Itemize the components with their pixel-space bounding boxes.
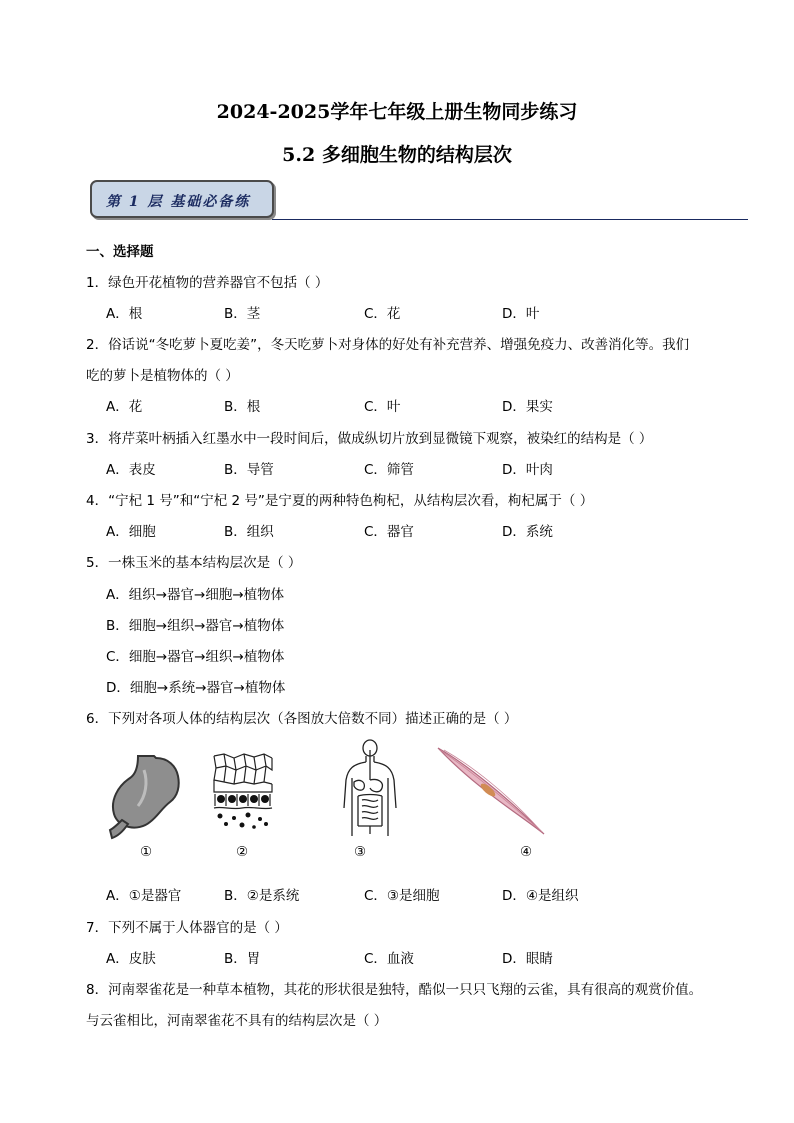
option-d: D．④是组织	[502, 888, 579, 904]
option-b: B．胃	[224, 951, 261, 967]
question-8: 8．河南翠雀花是一种草本植物，其花的形状很是独特，酷似一只只飞翔的云雀，具有很高的观赏价值。	[86, 982, 703, 998]
option-a: A．表皮	[106, 462, 156, 478]
question-7-options	[0, 947, 794, 967]
question-3-options	[0, 458, 794, 478]
question-1-options	[0, 302, 794, 322]
option-b: B．茎	[224, 306, 261, 322]
option-b: B．②是系统	[224, 888, 300, 904]
option-d: D．果实	[502, 399, 553, 415]
banner-divider	[272, 219, 748, 220]
option-d: D．细胞→系统→器官→植物体	[106, 680, 286, 696]
option-b: B．导管	[224, 462, 274, 478]
option-c: C．花	[364, 306, 401, 322]
option-a: A．花	[106, 399, 143, 415]
option-c: C．器官	[364, 524, 414, 540]
option-b: B．根	[224, 399, 261, 415]
tissue-figure	[212, 752, 274, 830]
figure-label-1: ①	[140, 844, 153, 860]
digestive-system-figure	[334, 738, 406, 838]
figure-label-4: ④	[520, 844, 533, 860]
question-8-cont: 与云雀相比，河南翠雀花不具有的结构层次是（ ）	[86, 1013, 388, 1029]
question-2-cont: 吃的萝卜是植物体的（ ）	[86, 368, 239, 384]
option-d: D．叶	[502, 306, 540, 322]
question-4: 4．“宁杞 1 号”和“宁杞 2 号”是宁夏的两种特色枸杞，从结构层次看，枸杞属于（ ）	[86, 493, 594, 509]
question-2: 2．俗话说“冬吃萝卜夏吃姜”，冬天吃萝卜对身体的好处有补充营养、增强免疫力、改善消化等。我们	[86, 337, 690, 353]
option-a: A．根	[106, 306, 143, 322]
option-a: A．①是器官	[106, 888, 182, 904]
option-c: C．③是细胞	[364, 888, 440, 904]
option-a: A．细胞	[106, 524, 156, 540]
option-c: C．血液	[364, 951, 414, 967]
document-subtitle: 5.2 多细胞生物的结构层次	[282, 144, 512, 166]
figure-label-2: ②	[236, 844, 249, 860]
level-banner-label: 第 1 层 基础必备练	[106, 194, 251, 210]
option-c: C．叶	[364, 399, 401, 415]
section-heading: 一、选择题	[86, 244, 154, 260]
option-d: D．系统	[502, 524, 553, 540]
question-3: 3．将芹菜叶柄插入红墨水中一段时间后，做成纵切片放到显微镜下观察，被染红的结构是（ ）	[86, 431, 653, 447]
question-2-options	[0, 395, 794, 415]
question-6-options	[0, 884, 794, 904]
question-4-options	[0, 520, 794, 540]
question-5: 5．一株玉米的基本结构层次是（ ）	[86, 555, 302, 571]
question-1: 1．绿色开花植物的营养器官不包括（ ）	[86, 275, 329, 291]
option-a: A．皮肤	[106, 951, 156, 967]
option-c: C．筛管	[364, 462, 414, 478]
level-banner	[90, 180, 274, 218]
option-d: D．眼睛	[502, 951, 553, 967]
figure-label-3: ③	[354, 844, 367, 860]
option-d: D．叶肉	[502, 462, 553, 478]
option-b: B．细胞→组织→器官→植物体	[106, 618, 285, 634]
stomach-figure	[108, 752, 182, 840]
muscle-tissue-figure	[436, 746, 546, 836]
option-b: B．组织	[224, 524, 274, 540]
question-7: 7．下列不属于人体器官的是（ ）	[86, 920, 288, 936]
option-a: A．组织→器官→细胞→植物体	[106, 587, 285, 603]
question-6: 6．下列对各项人体的结构层次（各图放大倍数不同）描述正确的是（ ）	[86, 711, 518, 727]
option-c: C．细胞→器官→组织→植物体	[106, 649, 285, 665]
document-title: 2024-2025学年七年级上册生物同步练习	[216, 101, 578, 123]
